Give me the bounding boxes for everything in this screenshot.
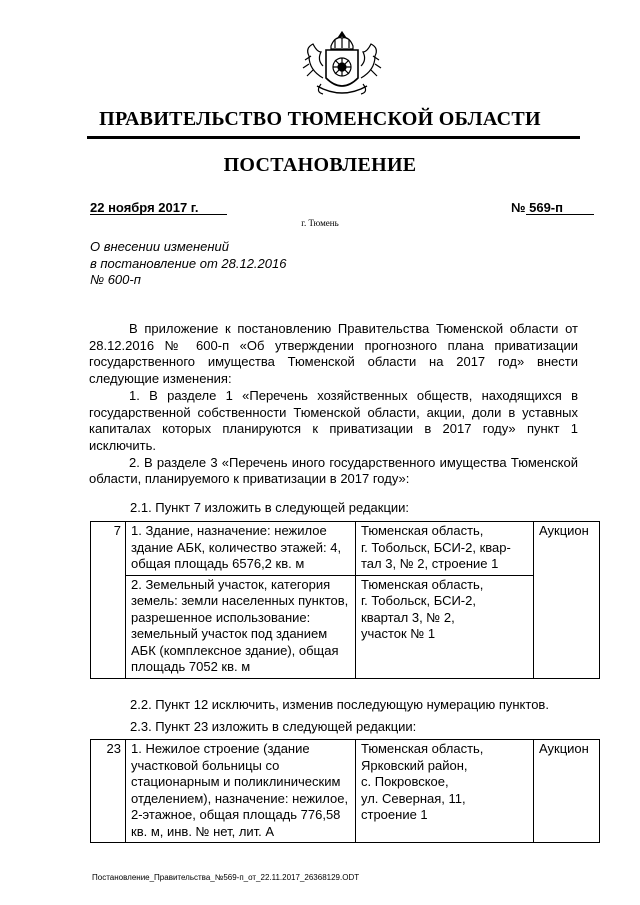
document-subject (90, 239, 286, 289)
table-item-7 (90, 521, 600, 679)
address-line: Тюменская область, (361, 523, 484, 538)
paragraph-2: 2. В разделе 3 «Перечень иного государственного имущества Тюменской области, планируемого к приватизации в 2017 году»: (89, 454, 578, 487)
paragraph-2-3: 2.3. Пункт 23 изложить в следующей редакции: (130, 719, 417, 734)
city: г. Тюмень (301, 218, 339, 228)
header-divider (87, 136, 580, 139)
privatization-method: Аукцион (534, 740, 600, 843)
object-description: 2. Земельный участок, категория земель: земли населенных пунктов, разрешенное использование: земельный участок под зданием АБК (комплексное здание), общая площадь 7052 кв. м (126, 575, 356, 678)
subject-line: в постановление от 28.12.2016 (90, 255, 287, 271)
subject-line: № 600-п (90, 272, 141, 287)
table-row (91, 575, 600, 678)
table-item-23 (90, 739, 600, 843)
table-row (91, 740, 600, 843)
object-address (356, 575, 534, 678)
address-line: Тюменская область, (361, 576, 484, 592)
subject-line: О внесении изменений (90, 239, 229, 254)
address-line: Ярковский район, (361, 757, 468, 773)
file-footer: Постановление_Правительства_№569-п_от_22.11.2017_26368129.ODT (92, 873, 360, 882)
address-line: г. Тобольск, БСИ-2, (361, 593, 476, 608)
privatization-method: Аукцион (534, 522, 600, 679)
document-type: ПОСТАНОВЛЕНИЕ (223, 154, 417, 176)
object-description: 1. Здание, назначение: нежилое здание АБК, количество этажей: 4, общая площадь 6576,2 кв. м (126, 522, 356, 576)
address-line: Тюменская область, (361, 741, 484, 756)
address-line: строение 1 (361, 807, 428, 822)
address-line: ул. Северная, 11, (361, 790, 466, 806)
object-address (356, 522, 534, 576)
object-address (356, 740, 534, 843)
row-number: 7 (91, 522, 126, 679)
paragraph-2-1: 2.1. Пункт 7 изложить в следующей редакции: (130, 500, 410, 515)
body-paragraphs (89, 321, 578, 488)
government-title: ПРАВИТЕЛЬСТВО ТЮМЕНСКОЙ ОБЛАСТИ (99, 108, 541, 130)
object-description: 1. Нежилое строение (здание участковой больницы со стационарным и поликлиническим отделением), назначение: нежилое, 2-этажное, общая площадь 776,58 кв. м, инв. № нет, лит. А (126, 740, 356, 843)
intro-paragraph: В приложение к постановлению Правительства Тюменской области от 28.12.2016 № 600-п «Об утверждении прогнозного плана приватизации государственного имущества Тюменской области на 2017 год» внести следующие изменения: (89, 321, 578, 387)
date-underline (90, 214, 227, 215)
document-number: № 569-п (511, 200, 563, 215)
table-row (91, 522, 600, 576)
coat-of-arms-icon (295, 30, 389, 102)
paragraph-1: 1. В разделе 1 «Перечень хозяйственных обществ, находящихся в государственной собственности Тюменской области, акции, доли в уставных капиталах которых планируются к приватизации в 2017 году» пункт 1 исключить. (89, 387, 578, 453)
address-line: квартал 3, № 2, (361, 609, 455, 625)
address-line: с. Покровское, (361, 774, 449, 789)
document-date: 22 ноября 2017 г. (90, 200, 199, 215)
row-number: 23 (91, 740, 126, 843)
address-line: тал 3, № 2, строение 1 (361, 556, 499, 571)
address-line: участок № 1 (361, 626, 436, 641)
paragraph-2-2: 2.2. Пункт 12 исключить, изменив последующую нумерацию пунктов. (130, 697, 549, 712)
address-line: г. Тобольск, БСИ-2, квар- (361, 539, 511, 555)
number-underline (526, 214, 594, 215)
